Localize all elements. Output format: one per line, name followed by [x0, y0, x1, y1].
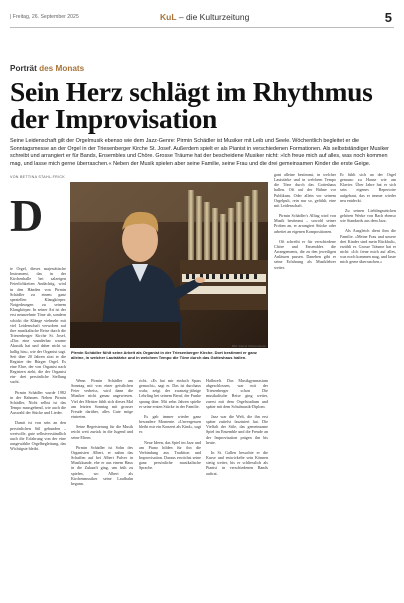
- organist-photo-illustration: [70, 182, 268, 348]
- photo-credit: Bild: Daniel Schwendener: [232, 344, 267, 348]
- paragraph: gant alleine bestimmt, in welcher Lautstärke und in welchem Tempo die Töne durch das Gotteshaus hallen. Oft auf der Bühne vor Publikum. Oder allein vor seinem Orgelpult, rein nur so, gefühlt, eine mit Leidenschaft.: [274, 172, 336, 208]
- paragraph: Oft schreibt er für verschiedene Chöre und Ensembles die Arrangements, die zu den jeweiligen Anlässen passen. Daneben gibt er seine Erfahrung als Musiklehrer weiter.: [274, 238, 336, 270]
- paragraph: Pirmin Schädler ist Sohn des Organisten Albert, er nahm das Schaffen auf bei Albert Pulver in Musikkunde, ehe er aus einem Haus in die Zukunft ging, um früh zu spielen, wo Albert als Kirchenmusiker seine Laufbahn begann.: [71, 444, 133, 486]
- section-title: [160, 12, 249, 22]
- page-number: 5: [384, 10, 392, 25]
- paragraph: Wenn Pirmin Schädler am Sonntag mit von einer geistlichen Feier verheiss, wird dann die Musiker nicht genau angewiesen. Viel der Meister fühlt sich dieses Mal am letzten Sonntag mit grosser Freude darüber, alles Gute möge eintreten.: [71, 378, 133, 420]
- date-line: | Freitag, 26. September 2025: [10, 14, 79, 20]
- text-column-4: [206, 378, 268, 592]
- paragraph: richt. »Es hat mir einfach Spass gemacht«, sagt er. Das ist durchaus wahr, zeigt der zwanzig-jährige Lehrling bei seinem Beruf, der Funke sprang über. Mit zehn Jahren spielte er seine ersten Stücke in der Familie.: [139, 378, 201, 409]
- paragraph: Pirmin Schädler wurde 1982 in der Rahmen. Neben Pirmin Schädler, Nicht selbst ist das Tempo massgebend, wie auch die Auswahl der Stücke und Lieder.: [10, 389, 66, 416]
- paragraph: Neue Ideen, das Spiel im Jazz und am Piano bilden für ihn die Verbindung aus Tradition und Improvisation. Daraus erwächst seine ganz persönliche musikalische Sprache.: [139, 439, 201, 471]
- paragraph: Es gab immer wieder ganz besondere Momente. »Unvergessen bleibt mir ein Konzert als Kind«, sagt er.: [139, 413, 201, 435]
- headline: Sein Herz schlägt im Rhythmus der Improvisation: [10, 76, 373, 134]
- header-rule: [10, 27, 394, 28]
- byline: VON BETTINA STAHL-FRICK: [10, 175, 65, 179]
- paragraph: Pirmin Schädler's Alltag wird von Musik bestimmt – sowohl seiner Proben an, er arrangiert Stücke oder arbeitet an eigenen Kompositionen.: [274, 213, 336, 234]
- text-column-5: [274, 172, 336, 592]
- paragraph: Zu seinen Lieblingsstücken gehören Werke von Bach ebenso wie Standards aus dem Jazz.: [340, 207, 396, 224]
- text-column-1: [10, 236, 66, 591]
- lead-paragraph: Seine Leidenschaft gilt der Orgelmusik ebenso wie dem Jazz-Genre: Pirmin Schädler ist Musiker mit Leib und Seele. Wöchentlich begleitet er die Sonntagsmesse an der Orgel in der Triesenberger Kirche St. Josef. Außerdem spielt er als Pianist in verschiedenen Formationen. Als selbstständiger Musiker schreibt und arrangiert er für Bands, Ensembles und Chöre. Grosse Träume hat der bescheidene Musiker nicht: »Ich freue mich auf alles, was noch kommen mag, und lasse mich gerne überraschen.« Neben der Musik spielen aber seine Familie, seine Frau und die drei gemeinsamen Kinder die erste Geige.: [10, 138, 389, 167]
- section-name: – die Kulturzeitung: [176, 12, 250, 22]
- paragraph: ie Orgel, dieses majestätische Instrument, das in der Kirchenhalle bei salzeigen Feierlichkeiten Andächtig, wird in den Händen von Pirmin Schädler zu einem ganz speziellen Klangkörper. Notgedrungen zu seinem Klangkörper. In seiner Art ist der erst neunzehnte Töne ab, sondern schickt die Klänge vielmehr mit viel Leidenschaft verwoben auf ihre musikalische Reise durch die Triesenberger Kirche St. Josef, »Das eine wunderbar warme Akustik hat und daher nicht so hallig hin«, wie der Organist sagt. Seit über 20 Jahren sitzt er die Register der Bürger Orgel. Es eine Ehre, der von Organist nach Registern zieht, die der Organist ein- drei persönliche Stellung sucht.: [10, 266, 66, 385]
- drop-cap: D: [10, 190, 44, 241]
- text-column-2: [71, 378, 133, 592]
- text-column-6: [340, 172, 396, 592]
- paragraph: In St. Gallen besuchte er die Kurse und entwickelte sein Können stetig weiter, bis er schliesslich als Pianist in verschiedenen Bands auftrat.: [206, 449, 268, 476]
- kicker-accent: des Monats: [39, 64, 85, 73]
- paragraph: Seine Begeisterung für die Musik reicht weit zurück in die Jugend und seine Eltern.: [71, 424, 133, 440]
- article-photo: [70, 182, 268, 348]
- paragraph: Jazz war die Welt, die ihn erst später zutiefst fasziniert hat. Die Vielfalt der Stile, das gemeinsame Spiel im Ensemble und die Freude an der Improvisation prägen ihn bis heute.: [206, 413, 268, 445]
- kicker-prefix: Porträt: [10, 64, 37, 73]
- page-header: [10, 12, 394, 26]
- paragraph: Als Ausgleich dient ihm die Familie. »Meine Frau und unsere drei Kinder sind mein Rückhalt«, erzählt er. Grosse Träume hat er nicht: »Ich freue mich auf alles, was noch kommen mag, und lasse mich gerne überraschen.«: [340, 228, 396, 265]
- paragraph: Er fühlt sich an der Orgel genauso zu Hause wie am Klavier. Über Jahre hat er sich sein eigenes Repertoire aufgebaut, das er immer wieder neu entdeckt.: [340, 172, 396, 203]
- photo-caption: Pirmin Schädler fühlt seine Arbeit als Organist in der Triesenberger Kirche. Dort bestimmt er ganz alleine, in welcher Lautstärke und in welchem Tempo die Töne durch das Gotteshaus hallen.: [71, 350, 257, 361]
- kicker: [10, 64, 84, 73]
- paragraph: Damit ist von sein an den persönlichen Stil gebunden – wertvolle, gute selbstverständlich auch die Erfahrung von der eine ausgewählte Orgelbegleitung, das Wichtigste bleibt.: [10, 420, 66, 452]
- text-column-3: [139, 378, 201, 592]
- section-prefix: KuL: [160, 12, 177, 22]
- paragraph: Halbwelt. Das Musikgymnasium abgeschlossen, war mit der Triesenberger schon Die musikalische Reise ging weiter, zuerst mit dem Orgelstudium und später mit dem Schulmusik-Diplom.: [206, 378, 268, 409]
